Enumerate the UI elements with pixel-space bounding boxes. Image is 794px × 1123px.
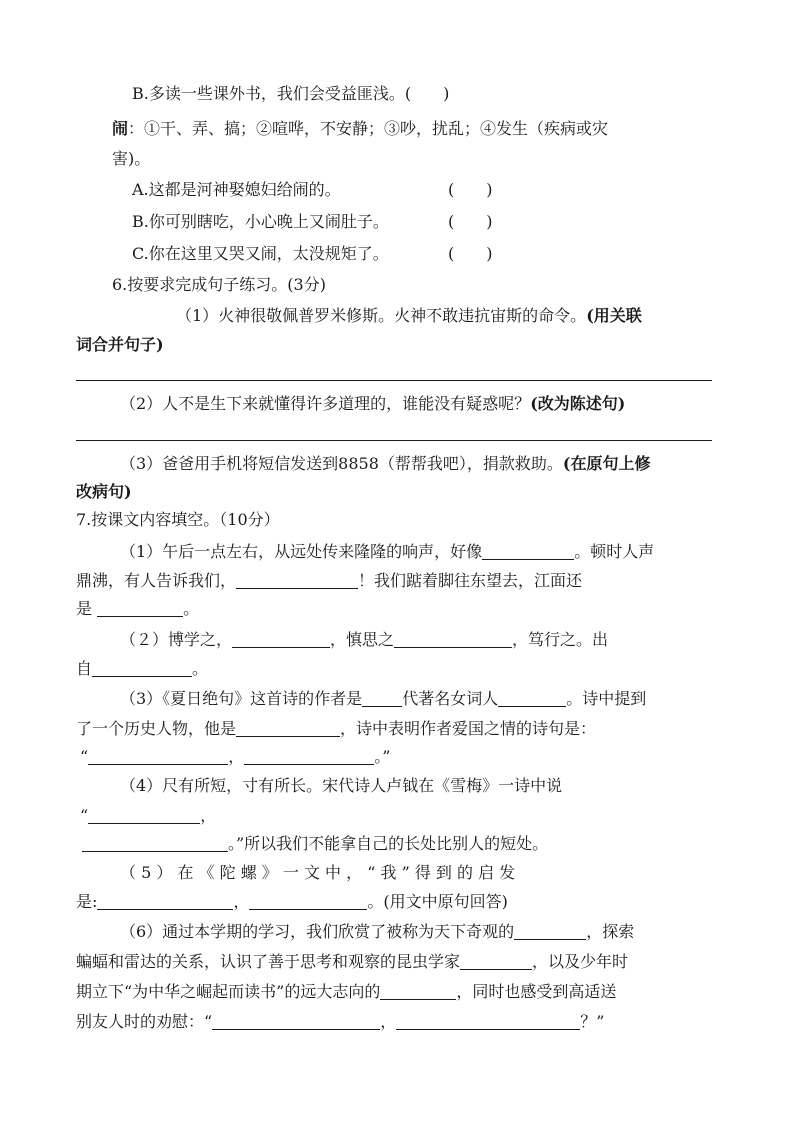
q7-p2-line2: 自 。 <box>76 659 209 678</box>
q6-sentence1-req: 词合并句子) <box>76 335 164 354</box>
q6-sentence3-req: 改病句) <box>76 482 132 501</box>
q6-sentence3: （3）爸爸用手机将短信发送到8858（帮帮我吧），捐款救助。(在原句上修 <box>120 454 651 473</box>
q7-p5-line1: （ 5 ） 在 《 陀 螺 》 一 文 中 ， “ 我 ” 得 到 的 启 发 <box>120 863 516 882</box>
q7-p4-line2: “ ， <box>80 806 217 825</box>
q7-p2-line1: （２）博学之， ，慎思之 ，笃行之。出 <box>120 630 609 649</box>
blank[interactable] <box>482 541 574 560</box>
blank[interactable] <box>88 746 228 765</box>
blank[interactable] <box>97 598 183 617</box>
nao-option-a: A.这都是河神娶媳妇给闹的。 <box>132 180 341 199</box>
blank[interactable] <box>212 1011 380 1030</box>
q6-title: 6.按要求完成句子练习。(3分) <box>112 275 326 294</box>
nao-option-a-answer[interactable]: ( ) <box>448 180 493 199</box>
q6-sentence2: （2）人不是生下来就懂得许多道理的，谁能没有疑惑呢？(改为陈述句) <box>120 394 626 413</box>
blank[interactable] <box>394 629 512 648</box>
q7-p3-line3: “ ， 。” <box>80 747 391 766</box>
q7-p6-line2: 蝙蝠和雷达的关系，认识了善于思考和观察的昆虫学家 ，以及少年时 <box>76 952 629 971</box>
blank[interactable] <box>236 570 358 589</box>
blank[interactable] <box>380 981 456 1000</box>
nao-option-b-answer[interactable]: ( ) <box>448 212 493 231</box>
q7-p5-line2: 是: ， 。(用文中原句回答) <box>76 892 508 911</box>
nao-option-c: C.你在这里又哭又闹，太没规矩了。 <box>132 244 389 263</box>
blank[interactable] <box>97 891 233 910</box>
blank[interactable] <box>460 951 532 970</box>
blank[interactable] <box>232 629 330 648</box>
q7-p1-line1: （1）午后一点左右，从远处传来隆隆的响声，好像 。顿时人声 <box>120 542 655 561</box>
blank[interactable] <box>88 805 200 824</box>
nao-option-c-answer[interactable]: ( ) <box>448 244 493 263</box>
q7-p3-line1: （3）《夏日绝句》这首诗的作者是 代著名女词人 。诗中提到 <box>120 689 647 708</box>
blank[interactable] <box>498 688 566 707</box>
q5-option-b: B.多读一些课外书，我们会受益匪浅。( ) <box>132 84 450 103</box>
blank[interactable] <box>82 833 228 852</box>
q6-sentence1: （1）火神很敬佩普罗米修斯。火神不敢违抗宙斯的命令。(用关联 <box>176 306 642 325</box>
blank[interactable] <box>396 1011 580 1030</box>
q6-answer-line1[interactable] <box>76 380 712 381</box>
q6-answer-line2[interactable] <box>76 440 712 441</box>
q7-p6-line3: 期立下“为中华之崛起而读书”的远大志向的 ，同时也感受到高适送 <box>76 982 617 1001</box>
q7-title: 7.按课文内容填空。（10分） <box>76 510 280 529</box>
q7-p4-line3: 。”所以我们不能拿自己的长处比别人的短处。 <box>82 832 548 856</box>
nao-definition-line2: 害)。 <box>112 149 151 168</box>
q7-p4-line1: （4）尺有所短，寸有所长。宋代诗人卢钺在《雪梅》一诗中说 <box>120 776 563 795</box>
blank[interactable] <box>92 658 192 677</box>
nao-option-b: B.你可别瞎吃，小心晚上又闹肚子。 <box>132 212 389 231</box>
q7-p3-line2: 了一个历史人物，他是 ，诗中表明作者爱国之情的诗句是： <box>76 719 597 738</box>
nao-definition-line1: 闹：①干、弄、搞；②喧哗，不安静；③吵，扰乱；④发生（疾病或灾 <box>112 119 609 138</box>
blank[interactable] <box>249 891 367 910</box>
q7-p1-line2: 鼎沸，有人告诉我们， ！我们踮着脚往东望去，江面还 <box>76 571 583 590</box>
q7-p1-line3: 是 。 <box>76 599 200 618</box>
q7-p6-line1: （6）通过本学期的学习，我们欣赏了被称为天下奇观的 ，探索 <box>120 922 635 941</box>
q7-p6-line4: 别友人时的劝慰：“ ， ？” <box>76 1012 605 1031</box>
blank[interactable] <box>236 718 340 737</box>
blank[interactable] <box>514 921 586 940</box>
blank[interactable] <box>244 746 374 765</box>
blank[interactable] <box>362 688 402 707</box>
